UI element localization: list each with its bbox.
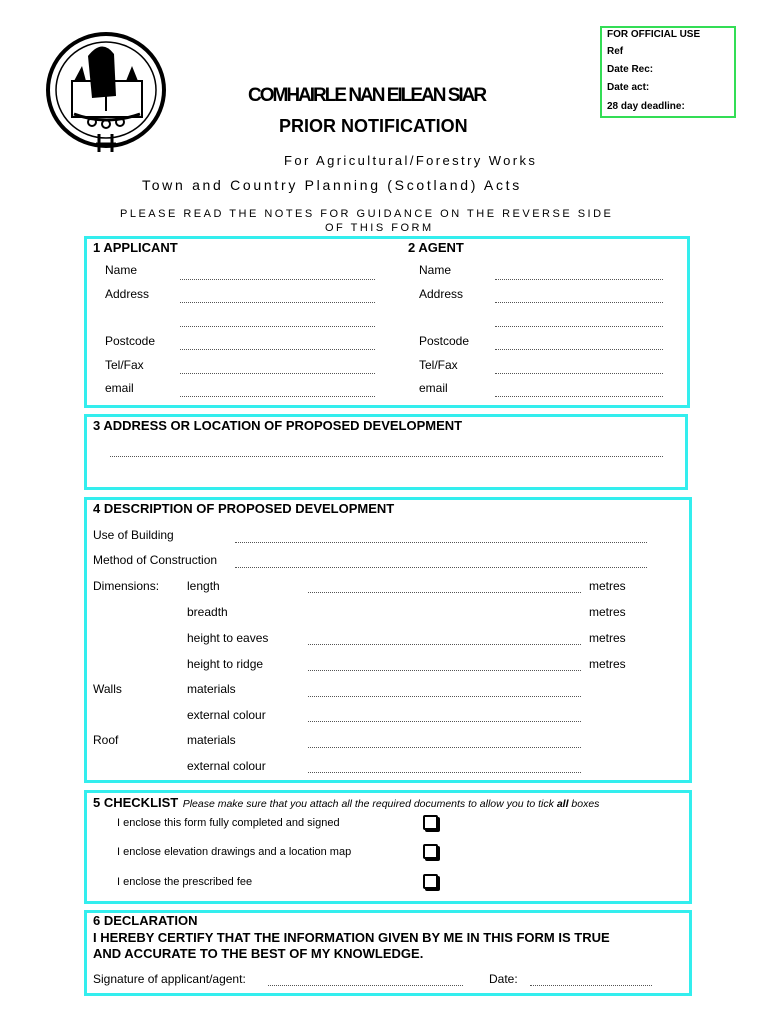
checklist-note-before: Please make sure that you attach all the required documents to allow you to tick: [182, 798, 557, 810]
checklist-note: [183, 798, 600, 810]
walls-materials-field[interactable]: [308, 696, 581, 697]
agent-postcode-field[interactable]: [495, 349, 663, 350]
walls-label: Walls: [93, 682, 122, 696]
applicant-name-field[interactable]: [180, 279, 375, 280]
applicant-postcode-field[interactable]: [180, 349, 375, 350]
applicant-address-field-2[interactable]: [180, 326, 375, 327]
description-title: 4 DESCRIPTION OF PROPOSED DEVELOPMENT: [93, 501, 395, 516]
agent-address-label: Address: [419, 287, 464, 301]
method-of-construction-label: Method of Construction: [93, 553, 218, 567]
roof-materials-label: materials: [187, 733, 236, 747]
height-ridge-field[interactable]: [308, 670, 581, 671]
signature-label: Signature of applicant/agent:: [93, 972, 246, 986]
declaration-line1: I HEREBY CERTIFY THAT THE INFORMATION GIVEN BY ME IN THIS FORM IS TRUE: [93, 930, 610, 945]
guidance-notes-line1: PLEASE READ THE NOTES FOR GUIDANCE ON THE REVERSE SIDE: [120, 208, 614, 220]
use-of-building-field[interactable]: [235, 542, 647, 543]
applicant-address-label: Address: [105, 287, 150, 301]
checklist-title: 5 CHECKLIST: [93, 795, 179, 810]
applicant-email-field[interactable]: [180, 396, 375, 397]
official-ref-label: Ref: [607, 46, 624, 57]
official-date-rec-label: Date Rec:: [607, 64, 654, 75]
guidance-notes-line2: OF THIS FORM: [325, 222, 434, 234]
form-acts: Town and Country Planning (Scotland) Acts: [142, 177, 522, 193]
form-subtitle: For Agricultural/Forestry Works: [284, 153, 538, 168]
applicant-title: 1 APPLICANT: [93, 240, 178, 255]
official-use-box: [600, 26, 736, 118]
checklist-item-3-label: I enclose the prescribed fee: [117, 876, 253, 888]
dimensions-label: Dimensions:: [93, 579, 160, 593]
height-ridge-label: height to ridge: [187, 657, 264, 671]
applicant-address-field[interactable]: [180, 302, 375, 303]
roof-colour-label: external colour: [187, 759, 266, 773]
height-eaves-label: height to eaves: [187, 631, 269, 645]
agent-name-field[interactable]: [495, 279, 663, 280]
method-of-construction-field[interactable]: [235, 567, 647, 568]
checklist-note-after: boxes: [568, 798, 600, 810]
checklist-header: [93, 794, 599, 812]
walls-colour-field[interactable]: [308, 721, 581, 722]
form-title: PRIOR NOTIFICATION: [279, 116, 468, 136]
agent-title: 2 AGENT: [408, 240, 464, 255]
walls-materials-label: materials: [187, 682, 236, 696]
agent-email-field[interactable]: [495, 396, 663, 397]
checklist-item-2-label: I enclose elevation drawings and a location map: [117, 846, 352, 858]
council-name: COMHAIRLE NAN EILEAN SIAR: [248, 85, 486, 106]
location-title: 3 ADDRESS OR LOCATION OF PROPOSED DEVELOPMENT: [93, 418, 463, 433]
applicant-name-label: Name: [105, 263, 138, 277]
declaration-title: 6 DECLARATION: [93, 913, 198, 928]
applicant-telfax-label: Tel/Fax: [105, 358, 144, 372]
applicant-postcode-label: Postcode: [105, 334, 156, 348]
length-unit: metres: [589, 579, 626, 593]
declaration-line2: AND ACCURATE TO THE BEST OF MY KNOWLEDGE.: [93, 946, 424, 961]
council-crest-logo: [44, 26, 170, 156]
agent-postcode-label: Postcode: [419, 334, 470, 348]
checklist-item-2-checkbox[interactable]: [423, 844, 438, 859]
applicant-agent-section: [84, 236, 690, 408]
breadth-unit: metres: [589, 605, 626, 619]
length-field[interactable]: [308, 592, 581, 593]
applicant-telfax-field[interactable]: [180, 373, 375, 374]
agent-telfax-label: Tel/Fax: [419, 358, 458, 372]
date-field[interactable]: [530, 985, 652, 986]
height-ridge-unit: metres: [589, 657, 626, 671]
roof-materials-field[interactable]: [308, 747, 581, 748]
height-eaves-field[interactable]: [308, 644, 581, 645]
length-label: length: [187, 579, 220, 593]
agent-email-label: email: [419, 381, 448, 395]
checklist-item-1-label: I enclose this form fully completed and signed: [117, 817, 340, 829]
location-field[interactable]: [110, 456, 663, 457]
height-eaves-unit: metres: [589, 631, 626, 645]
checklist-item-1-checkbox[interactable]: [423, 815, 438, 830]
agent-address-field-2[interactable]: [495, 326, 663, 327]
breadth-label: breadth: [187, 605, 228, 619]
official-use-heading: FOR OFFICIAL USE: [607, 29, 701, 40]
official-date-act-label: Date act:: [607, 82, 650, 93]
checklist-item-3-checkbox[interactable]: [423, 874, 438, 889]
roof-colour-field[interactable]: [308, 772, 581, 773]
checklist-note-bold: all: [556, 798, 569, 810]
use-of-building-label: Use of Building: [93, 528, 174, 542]
agent-address-field[interactable]: [495, 302, 663, 303]
walls-colour-label: external colour: [187, 708, 266, 722]
signature-field[interactable]: [268, 985, 463, 986]
applicant-email-label: email: [105, 381, 134, 395]
roof-label: Roof: [93, 733, 119, 747]
official-deadline-label: 28 day deadline:: [607, 101, 685, 112]
agent-name-label: Name: [419, 263, 452, 277]
agent-telfax-field[interactable]: [495, 373, 663, 374]
date-label: Date:: [489, 972, 518, 986]
